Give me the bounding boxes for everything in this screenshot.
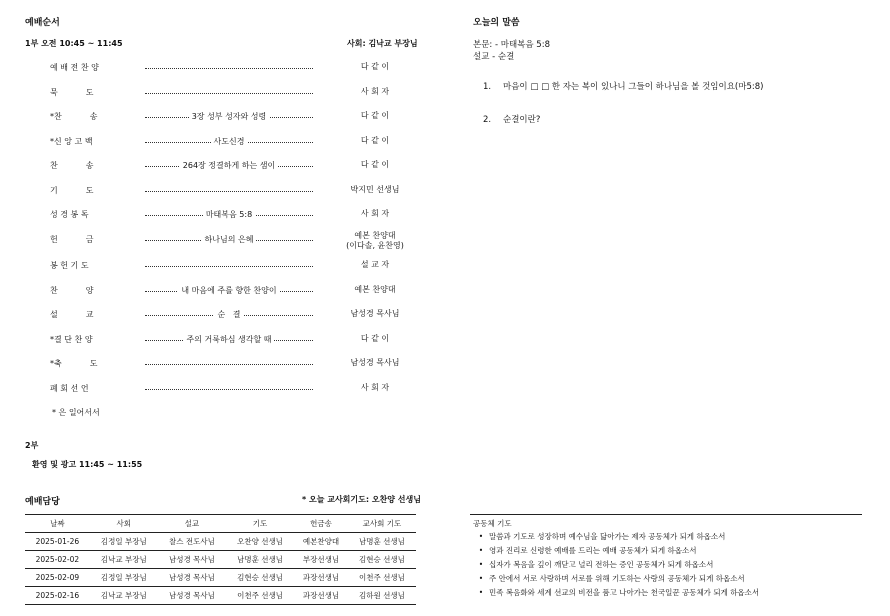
worship-order-item — [0, 334, 420, 348]
order-item-content — [145, 209, 313, 220]
dotted-leader — [145, 364, 313, 365]
order-item-content — [145, 285, 313, 296]
community-title: 공동체 기도 — [473, 519, 512, 528]
dotted-leader — [145, 68, 313, 69]
order-item-name: 성 경 봉 독 — [50, 210, 89, 219]
order-item-leader: 남성경 목사님 — [350, 358, 400, 367]
duty-cell: 김정일 부장님 — [100, 573, 147, 582]
order-item-leader: 예본 찬양대 — [354, 285, 396, 294]
worship-order-title: 예배순서 — [25, 18, 60, 28]
duty-cell: 남성경 목사님 — [168, 591, 215, 600]
worship-order-item — [0, 62, 420, 76]
dotted-leader — [145, 191, 313, 192]
order-item-content-text: 순 결 — [214, 310, 243, 319]
duty-cell: 이천주 선생님 — [237, 591, 283, 600]
duty-cell: 김낙교 부장님 — [100, 555, 147, 564]
order-item-name: 찬 송 — [50, 161, 94, 170]
duty-header-cell: 사회 — [116, 519, 132, 528]
standing-note: * 은 일어서서 — [52, 408, 100, 417]
order-item-content-text: 내 마음에 주를 향한 찬양이 — [178, 286, 279, 295]
worship-order-item — [0, 185, 420, 199]
duty-cell: 김현승 선생님 — [359, 555, 405, 564]
list-item — [473, 586, 873, 600]
duty-cell: 부장선생님 — [302, 555, 340, 564]
session1-time: 1부 오전 10:45 ~ 11:45 — [25, 39, 123, 48]
community-prayer-text: 영과 진리로 신령한 예배를 드리는 예배 공동체가 되게 하옵소서 — [489, 546, 697, 555]
order-item-leader: 사 회 자 — [360, 383, 390, 392]
order-item-content — [145, 309, 313, 320]
duty-cell: 찰스 전도사님 — [168, 537, 215, 546]
duty-cell: 김하원 선생님 — [359, 591, 405, 600]
order-item-leader: 다 같 이 — [360, 136, 390, 145]
order-item-content-text: 마태복음 5:8 — [203, 210, 255, 219]
table-row — [25, 569, 416, 587]
duty-cell: 과장선생님 — [302, 573, 340, 582]
duty-header-cell: 설교 — [184, 519, 200, 528]
order-item-leader: 남성경 목사님 — [350, 309, 400, 318]
duty-cell: 남성경 목사님 — [168, 555, 215, 564]
order-item-name: *신 앙 고 백 — [50, 137, 93, 146]
order-item-leader: 사 회 자 — [360, 209, 390, 218]
list-item — [473, 544, 873, 558]
duty-cell: 김정일 부장님 — [100, 537, 147, 546]
worship-order-item — [0, 383, 420, 397]
order-item-content — [145, 334, 313, 345]
order-item-leader: 다 같 이 — [360, 334, 390, 343]
order-item-content — [145, 136, 313, 147]
worship-order-item — [0, 111, 420, 125]
community-prayer-text: 주 안에서 서로 사랑하며 서로를 위해 기도하는 사랑의 공동체가 되게 하옵소서 — [489, 574, 745, 583]
presider: 사회: 김낙교 부장님 — [347, 39, 418, 48]
community-prayer-text: 민족 복음화와 세계 선교의 비전을 품고 나아가는 천국일꾼 공동체가 되게 하옵소서 — [489, 588, 760, 597]
order-item-name: 폐 회 선 언 — [50, 384, 89, 393]
duty-cell: 남명훈 선생님 — [237, 555, 283, 564]
order-item-content — [145, 234, 313, 245]
table-row — [25, 533, 416, 551]
worship-order-item — [0, 136, 420, 150]
order-item-name: 찬 양 — [50, 286, 94, 295]
duty-cell: 과장선생님 — [302, 591, 340, 600]
list-item — [473, 572, 873, 586]
duty-cell: 2025-01-26 — [35, 537, 80, 546]
teacher-meeting-prayer: * 오늘 교사회기도: 오찬양 선생님 — [302, 495, 421, 504]
word-point-1: 1. 마음이 □ □ 한 자는 복이 있나니 그들이 하나님을 볼 것임이요(마5:8) — [483, 82, 764, 92]
dotted-leader — [145, 389, 313, 390]
order-item-name: *찬 송 — [50, 112, 98, 121]
word-point-2: 2. 순결이란? — [483, 115, 541, 125]
worship-order-item — [0, 231, 420, 250]
session2-item: 환영 및 광고 11:45 ~ 11:55 — [32, 460, 143, 469]
order-item-leader: 설 교 자 — [360, 260, 390, 269]
duty-cell: 2025-02-16 — [35, 591, 80, 600]
community-divider — [470, 514, 862, 515]
duty-cell: 김현승 선생님 — [237, 573, 283, 582]
duty-header-cell: 헌금송 — [310, 519, 332, 528]
duty-cell: 이천주 선생님 — [359, 573, 405, 582]
order-item-name: 예 배 전 찬 양 — [50, 63, 99, 72]
order-item-content — [145, 111, 313, 122]
duty-cell: 남명훈 선생님 — [359, 537, 405, 546]
duty-header-cell: 교사회 기도 — [362, 519, 402, 528]
duty-cell: 예본찬양대 — [302, 537, 340, 546]
duty-cell: 2025-02-09 — [35, 573, 80, 582]
word-title: 오늘의 말씀 — [473, 18, 520, 28]
duty-header-cell: 날짜 — [50, 519, 65, 528]
list-item — [473, 558, 873, 572]
community-prayer-text: 십자가 복음을 깊이 깨닫고 널리 전하는 증인 공동체가 되게 하옵소서 — [489, 560, 714, 569]
table-row — [25, 587, 416, 605]
dotted-leader — [145, 93, 313, 94]
order-item-leader: 박지민 선생님 — [350, 185, 400, 194]
order-item-name: 헌 금 — [50, 235, 94, 244]
duty-table — [25, 514, 416, 605]
duty-cell: 김낙교 부장님 — [100, 591, 147, 600]
scripture: 본문: - 마태복음 5:8 — [473, 40, 550, 50]
worship-order-item — [0, 160, 420, 174]
order-item-name: 봉 헌 기 도 — [50, 261, 89, 270]
worship-order-item — [0, 309, 420, 323]
duty-table-header — [25, 515, 416, 533]
order-item-leader: 다 같 이 — [360, 160, 390, 169]
order-item-leader: 예본 찬양대 (이다솔, 윤찬영) — [346, 231, 404, 250]
duty-cell: 2025-02-02 — [35, 555, 80, 564]
duty-header-cell: 기도 — [252, 519, 268, 528]
order-item-name: *축 도 — [50, 359, 98, 368]
worship-order-item — [0, 260, 420, 274]
order-item-name: 설 교 — [50, 310, 94, 319]
dotted-leader — [145, 266, 313, 267]
duty-cell: 남성경 목사님 — [168, 573, 215, 582]
order-item-leader: 사 회 자 — [360, 87, 390, 96]
order-item-content — [145, 160, 313, 171]
order-item-name: 묵 도 — [50, 88, 94, 97]
worship-order-item — [0, 209, 420, 223]
list-item — [473, 530, 873, 544]
worship-order-list — [0, 0, 430, 420]
order-item-content-text: 주의 거룩하심 생각할 때 — [184, 335, 275, 344]
session2-label: 2부 — [25, 441, 39, 450]
order-item-leader: 다 같 이 — [360, 111, 390, 120]
order-item-name: *결 단 찬 양 — [50, 335, 93, 344]
table-row — [25, 551, 416, 569]
duty-cell: 오찬양 선생님 — [237, 537, 283, 546]
worship-order-item — [0, 87, 420, 101]
sermon-title: 설교 - 순결 — [473, 52, 515, 62]
duty-title: 예배담당 — [25, 497, 60, 507]
order-item-content-text: 264장 정결하게 하는 샘이 — [180, 161, 278, 170]
order-item-content-text: 3장 성부 성자와 성령 — [189, 112, 270, 121]
worship-order-item — [0, 285, 420, 299]
order-item-name: 기 도 — [50, 186, 94, 195]
community-prayer-list — [473, 530, 873, 600]
community-prayer-text: 말씀과 기도로 성장하며 예수님을 닮아가는 제자 공동체가 되게 하옵소서 — [489, 532, 726, 541]
order-item-content-text: 하나님의 은혜 — [202, 235, 257, 244]
order-item-content-text: 사도신경 — [211, 137, 248, 146]
order-item-leader: 다 같 이 — [360, 62, 390, 71]
worship-order-item — [0, 358, 420, 372]
